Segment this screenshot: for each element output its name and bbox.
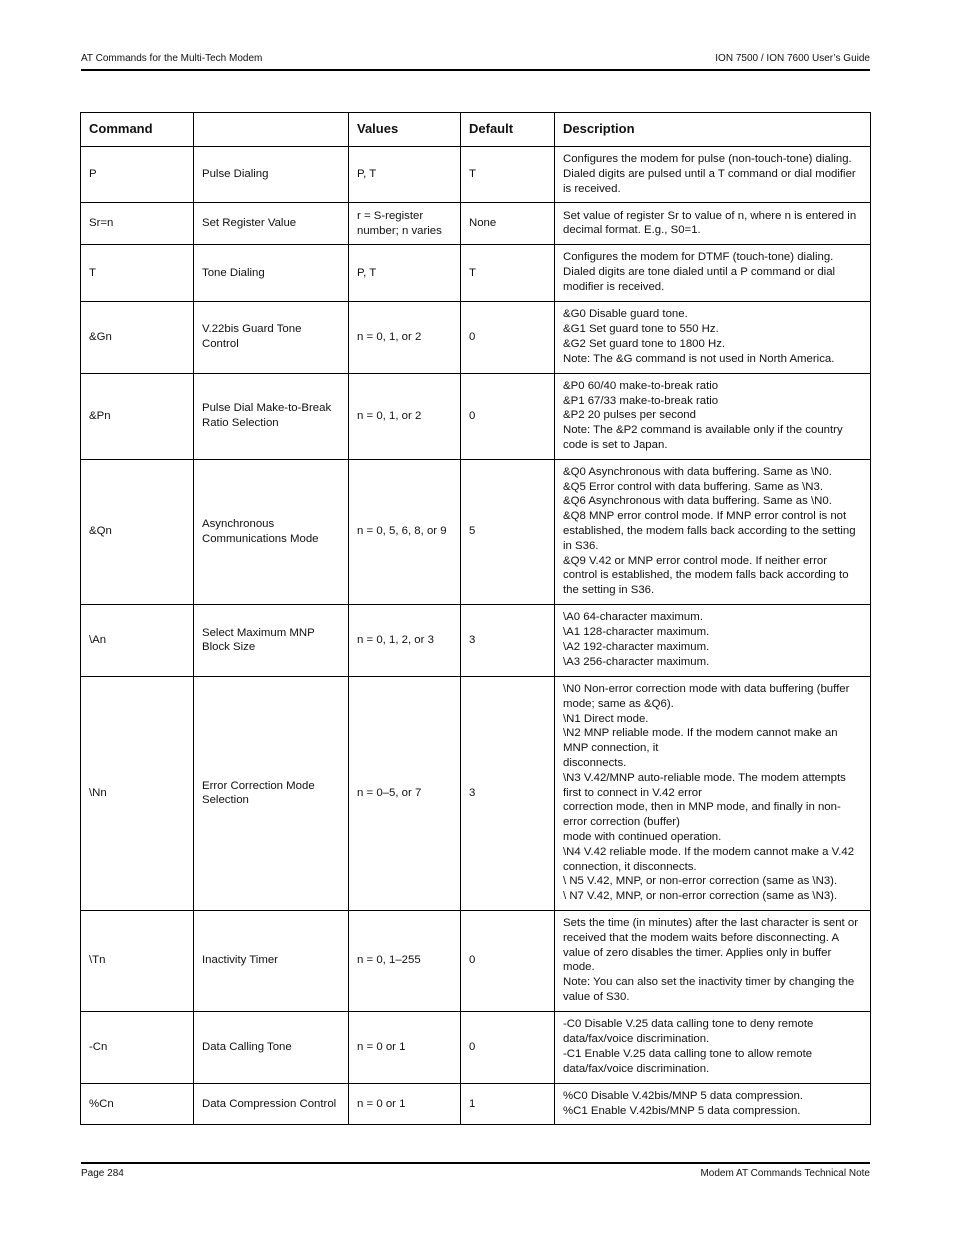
command-cell: Sr=n [81, 203, 194, 245]
values-cell: n = 0 or 1 [349, 1083, 461, 1125]
default-cell: 0 [461, 301, 555, 373]
at-commands-table [80, 112, 871, 1125]
values-cell: n = 0, 1, or 2 [349, 373, 461, 459]
table-row [81, 147, 871, 203]
running-header-left: AT Commands for the Multi-Tech Modem [81, 53, 263, 64]
default-cell: 0 [461, 1011, 555, 1083]
table-row [81, 1011, 871, 1083]
values-cell: n = 0–5, or 7 [349, 676, 461, 910]
description-cell: &Q0 Asynchronous with data buffering. Same as \N0. &Q5 Error control with data buffering. Same as \N3. &Q6 Asynchronous with data buffering. Same as \N0. &Q8 MNP error control mode. If MNP error control is not established, the modem falls back according to the setting in S36. &Q9 V.42 or MNP error control mode. If neither error control is established, the modem falls back according to the setting in S36. [555, 459, 871, 604]
running-header-right: ION 7500 / ION 7600 User’s Guide [715, 53, 870, 64]
description-cell: Set value of register Sr to value of n, where n is entered in decimal format. E.g., S0=1. [555, 203, 871, 245]
command-cell: &Qn [81, 459, 194, 604]
header-rule [81, 69, 870, 71]
table-row [81, 604, 871, 676]
description-cell: Configures the modem for pulse (non-touch-tone) dialing. Dialed digits are pulsed until a T command or dial modifier is received. [555, 147, 871, 203]
column-header-command: Command [81, 113, 194, 147]
values-cell: n = 0, 1, 2, or 3 [349, 604, 461, 676]
name-cell: Select Maximum MNP Block Size [194, 604, 349, 676]
table-row [81, 910, 871, 1011]
description-cell: Sets the time (in minutes) after the last character is sent or received that the modem waits before disconnecting. A value of zero disables the timer. Applies only in buffer mode. Note: You can also set the inactivity timer by changing the value of S30. [555, 910, 871, 1011]
column-header-name [194, 113, 349, 147]
name-cell: V.22bis Guard Tone Control [194, 301, 349, 373]
values-cell: n = 0, 5, 6, 8, or 9 [349, 459, 461, 604]
name-cell: Set Register Value [194, 203, 349, 245]
description-cell: %C0 Disable V.42bis/MNP 5 data compression. %C1 Enable V.42bis/MNP 5 data compression. [555, 1083, 871, 1125]
page-number: Page 284 [81, 1168, 124, 1179]
table-row [81, 301, 871, 373]
default-cell: 5 [461, 459, 555, 604]
name-cell: Data Compression Control [194, 1083, 349, 1125]
name-cell: Error Correction Mode Selection [194, 676, 349, 910]
default-cell: None [461, 203, 555, 245]
description-cell: -C0 Disable V.25 data calling tone to deny remote data/fax/voice discrimination. -C1 Enable V.25 data calling tone to allow remote data/fax/voice discrimination. [555, 1011, 871, 1083]
name-cell: Asynchronous Communications Mode [194, 459, 349, 604]
command-cell: &Gn [81, 301, 194, 373]
column-header-default: Default [461, 113, 555, 147]
table-row [81, 245, 871, 301]
values-cell: r = S-register number; n varies [349, 203, 461, 245]
name-cell: Tone Dialing [194, 245, 349, 301]
name-cell: Pulse Dial Make-to-Break Ratio Selection [194, 373, 349, 459]
column-header-description: Description [555, 113, 871, 147]
running-footer-right: Modem AT Commands Technical Note [700, 1168, 870, 1179]
table-row [81, 459, 871, 604]
table-header-row [81, 113, 871, 147]
default-cell: 3 [461, 676, 555, 910]
table-row [81, 1083, 871, 1125]
command-cell: P [81, 147, 194, 203]
command-cell: \Nn [81, 676, 194, 910]
default-cell: 3 [461, 604, 555, 676]
default-cell: 0 [461, 373, 555, 459]
default-cell: T [461, 147, 555, 203]
description-cell: &P0 60/40 make-to-break ratio &P1 67/33 make-to-break ratio &P2 20 pulses per second Note: The &P2 command is available only if the country code is set to Japan. [555, 373, 871, 459]
command-cell: &Pn [81, 373, 194, 459]
default-cell: 1 [461, 1083, 555, 1125]
description-cell: &G0 Disable guard tone. &G1 Set guard tone to 550 Hz. &G2 Set guard tone to 1800 Hz. Note: The &G command is not used in North America. [555, 301, 871, 373]
command-cell: \Tn [81, 910, 194, 1011]
values-cell: n = 0, 1–255 [349, 910, 461, 1011]
values-cell: n = 0, 1, or 2 [349, 301, 461, 373]
table-row [81, 676, 871, 910]
name-cell: Data Calling Tone [194, 1011, 349, 1083]
command-cell: \An [81, 604, 194, 676]
values-cell: P, T [349, 245, 461, 301]
command-cell: -Cn [81, 1011, 194, 1083]
table-row [81, 203, 871, 245]
description-cell: Configures the modem for DTMF (touch-tone) dialing. Dialed digits are tone dialed until a P command or dial modifier is received. [555, 245, 871, 301]
values-cell: n = 0 or 1 [349, 1011, 461, 1083]
description-cell: \N0 Non-error correction mode with data buffering (buffer mode; same as &Q6). \N1 Direct mode. \N2 MNP reliable mode. If the modem cannot make an MNP connection, it disconnects. \N3 V.42/MNP auto-reliable mode. The modem attempts first to connect in V.42 error correction mode, then in MNP mode, and finally in non-error correction (buffer) mode with continued operation. \N4 V.42 reliable mode. If the modem cannot make a V.42 connection, it disconnects. \ N5 V.42, MNP, or non-error correction (same as \N3). \ N7 V.42, MNP, or non-error correction (same as \N3). [555, 676, 871, 910]
name-cell: Inactivity Timer [194, 910, 349, 1011]
default-cell: 0 [461, 910, 555, 1011]
table-row [81, 373, 871, 459]
description-cell: \A0 64-character maximum. \A1 128-character maximum. \A2 192-character maximum. \A3 256-character maximum. [555, 604, 871, 676]
footer-rule [81, 1162, 870, 1164]
name-cell: Pulse Dialing [194, 147, 349, 203]
command-cell: %Cn [81, 1083, 194, 1125]
values-cell: P, T [349, 147, 461, 203]
column-header-values: Values [349, 113, 461, 147]
default-cell: T [461, 245, 555, 301]
command-cell: T [81, 245, 194, 301]
